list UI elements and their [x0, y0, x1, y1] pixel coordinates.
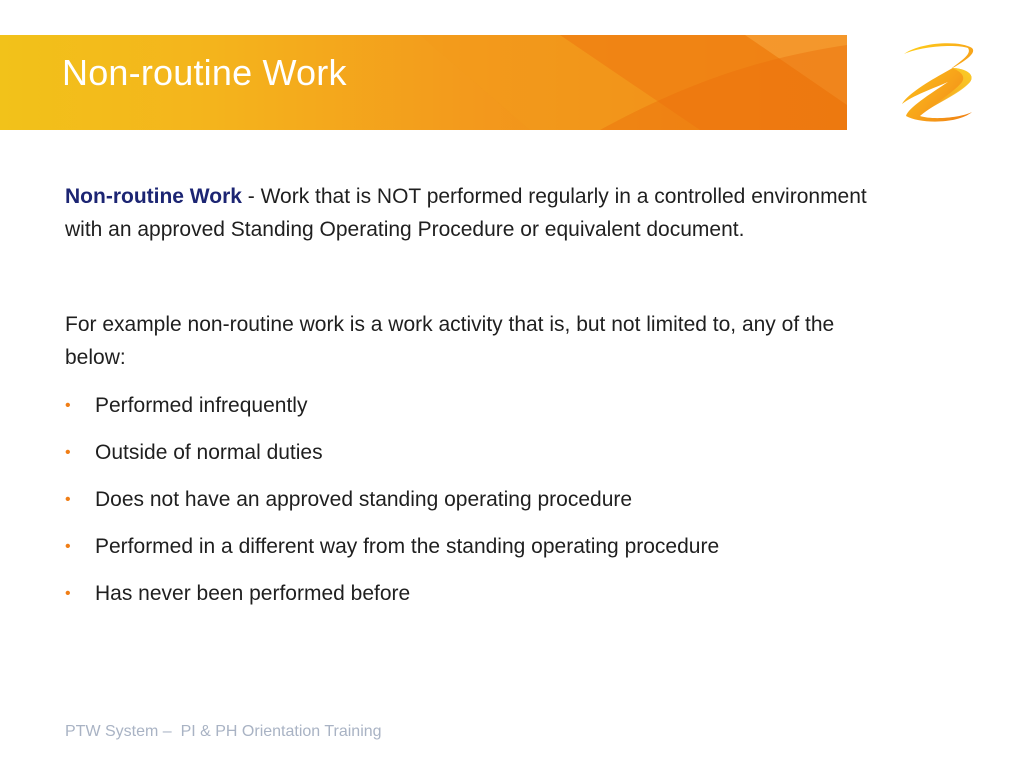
slide-body	[65, 180, 885, 624]
list-item-text: Performed infrequently	[95, 394, 308, 417]
list-item-text: Performed in a different way from the standing operating procedure	[95, 535, 720, 558]
slide-title: Non-routine Work	[62, 52, 347, 93]
bullet-icon: •	[65, 397, 71, 414]
bullet-icon: •	[65, 444, 71, 461]
slide-footer: PTW System – PI & PH Orientation Training	[65, 723, 382, 740]
criteria-list	[65, 389, 885, 610]
list-item	[65, 577, 885, 610]
definition-paragraph	[65, 180, 885, 246]
bullet-icon: •	[65, 585, 71, 602]
bullet-icon: •	[65, 538, 71, 555]
list-item	[65, 389, 885, 422]
list-item-text: Does not have an approved standing operating procedure	[95, 488, 633, 511]
list-item	[65, 483, 885, 516]
intro-paragraph: For example non-routine work is a work activity that is, but not limited to, any of the below:	[65, 313, 835, 369]
definition-term: Non-routine Work	[65, 185, 242, 208]
z-energy-logo-icon	[890, 38, 982, 128]
list-item	[65, 530, 885, 563]
list-item-text: Outside of normal duties	[95, 441, 323, 464]
bullet-icon: •	[65, 491, 71, 508]
list-item	[65, 436, 885, 469]
list-item-text: Has never been performed before	[95, 582, 411, 605]
definition-text: - Work that is NOT performed regularly in a controlled environment with an approved Standing Operating Procedure or equivalent document.	[65, 185, 867, 241]
